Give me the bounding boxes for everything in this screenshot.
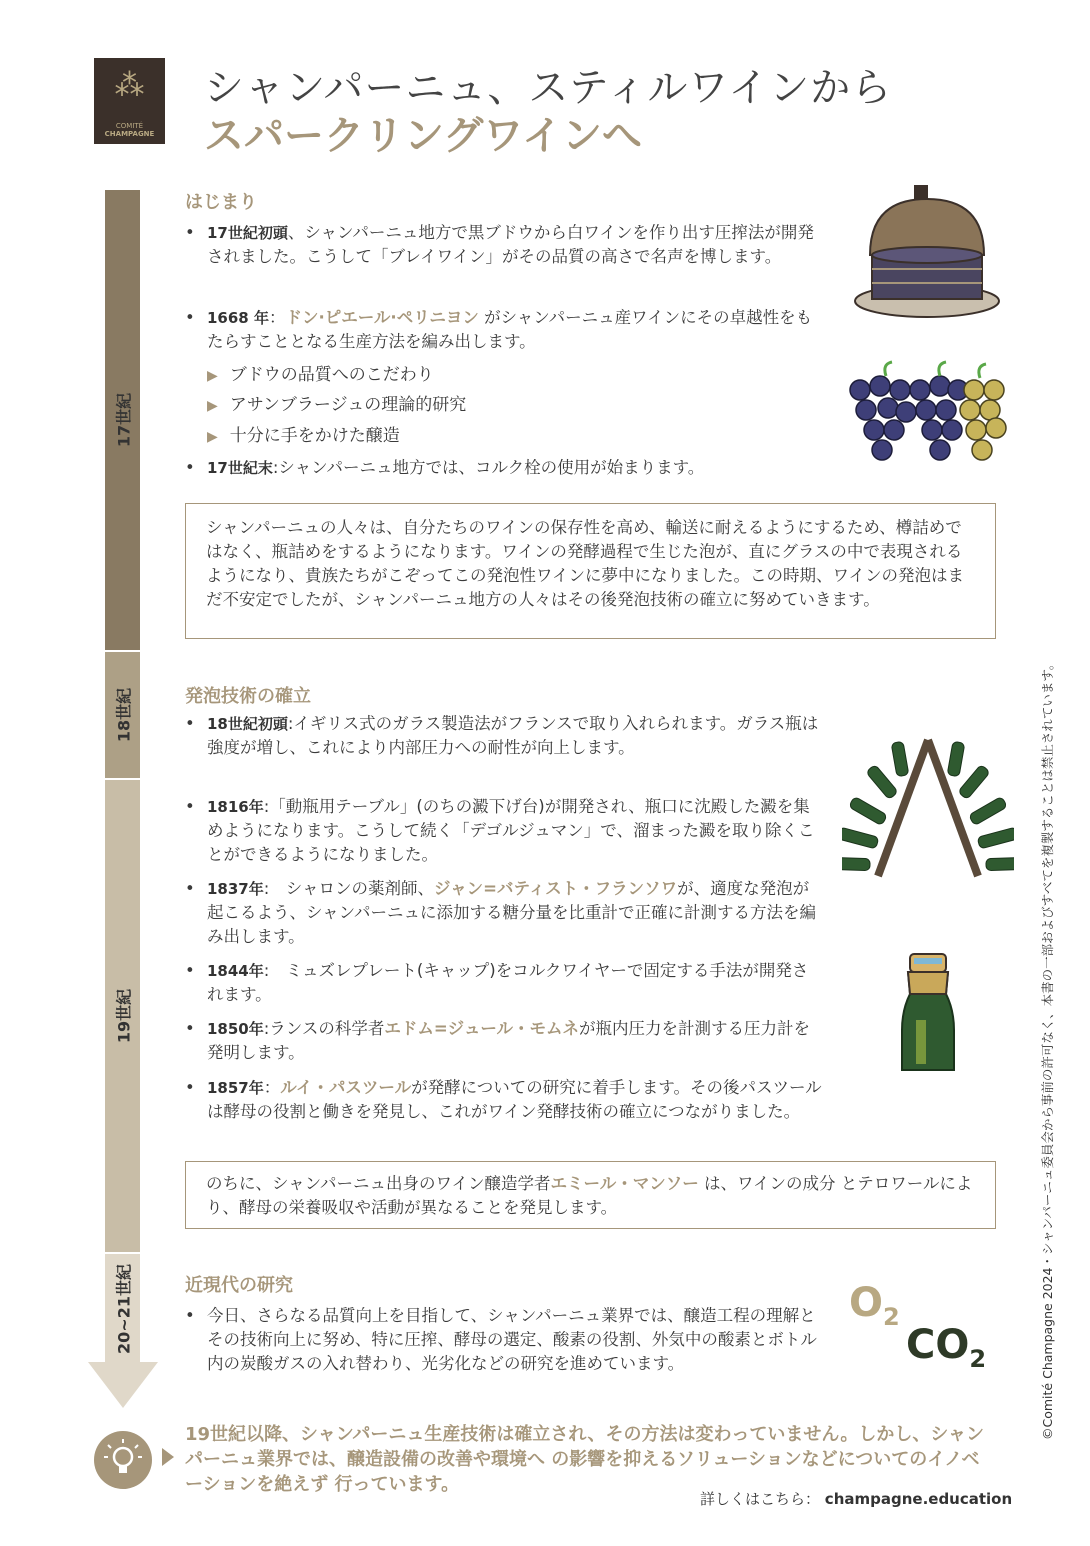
list-item: • 17世紀初頭、シャンパーニュ地方で黒ブドウから白ワインを作り出す圧搾法が開発されました。こうして「ブレイワイン」がその品質の高さで名声を博します。 <box>207 221 822 269</box>
list-item: • 1850年:ランスの科学者エドム=ジュール・モムネが瓶内圧力を計測する圧力計を発明します。 <box>207 1017 822 1065</box>
arrow-right-icon <box>162 1448 174 1466</box>
info-box-manceau: のちに、シャンパーニュ出身のワイン醸造学者エミール・マンソー は、ワインの成分 とテロワールにより、酵母の栄養吸収や活動が異なることを発見します。 <box>185 1161 996 1229</box>
triangle-bullet-icon: ▶ <box>207 429 218 445</box>
list-item: • 1668 年：ドン·ピエール·ペリニヨン がシャンパーニュ産ワインにその卓越性をもたらすこととなる生産方法を編み出します。 <box>207 306 822 354</box>
more-info-link[interactable]: 詳しくはこちら： champagne.education <box>700 1490 1013 1508</box>
timeline-arrow-icon <box>88 1362 158 1408</box>
copyright-notice: ©Comité Champagne 2024・シャンパーニュ委員会から事前の許可なく、本書の一部およびすべてを複製することは禁止されています。 <box>1040 657 1055 1440</box>
page-title-line1: シャンパーニュ、スティルワインから <box>204 65 893 111</box>
section-heading-beginnings: はじまり <box>185 192 257 213</box>
timeline-label-19th: 19世紀 <box>114 988 133 1044</box>
co2-symbol: $CO_2$ <box>906 1322 987 1373</box>
sub-item: ▶ 十分に手をかけた醸造 <box>207 426 400 446</box>
champagne-bottle-icon <box>896 950 960 1074</box>
list-item: • 1837年: シャロンの薬剤師、ジャン=バティスト・フランソワが、適度な発泡が起こるよう、シャンパーニュに添加する糖分量を比重計で正確に計測する方法を編み出します。 <box>207 877 822 949</box>
section-heading-sparkling-tech: 発泡技術の確立 <box>185 686 311 707</box>
timeline-label-17th: 17世紀 <box>114 392 133 448</box>
comite-champagne-logo <box>94 58 165 144</box>
list-item: • 18世紀初頭:イギリス式のガラス製造法がフランスで取り入れられます。ガラス瓶は強度が増し、これにより内部圧力への耐性が向上します。 <box>207 712 822 760</box>
timeline-label-18th: 18世紀 <box>114 687 133 743</box>
triangle-bullet-icon: ▶ <box>207 398 218 414</box>
section-heading-modern-research: 近現代の研究 <box>185 1275 293 1296</box>
footer-summary: 19世紀以降、シャンパーニュ生産技術は確立され、その方法は変わっていません。しかし、シャンパーニュ業界では、醸造設備の改善や環境へ の影響を抑えるソリューションなどについてのイノベーションを絶えず 行っています。 <box>185 1424 985 1495</box>
page-title-line2: スパークリングワインへ <box>204 113 642 159</box>
logo-line2: CHAMPAGNE <box>104 130 155 138</box>
triangle-bullet-icon: ▶ <box>207 368 218 384</box>
list-item: • 1816年:「動瓶用テーブル」(のちの澱下げ台)が開発され、瓶口に沈殿した澱を集めようになります。こうして続く「デゴルジュマン」で、溜まった澱を取り除くことができるようになりました。 <box>207 795 822 867</box>
riddling-rack-icon <box>842 730 1014 878</box>
sub-item: ▶ アサンブラージュの理論的研究 <box>207 395 467 415</box>
lightbulb-icon <box>94 1431 152 1489</box>
list-item: • 1844年: ミュズレプレート(キャップ)をコルクワイヤーで固定する手法が開発されます。 <box>207 959 822 1007</box>
list-item: • 今日、さらなる品質向上を目指して、シャンパーニュ業界では、醸造工程の理解とその技術向上に努め、特に圧搾、酵母の選定、酸素の役割、外気中の酸素とボトル内の炭酸ガスの入れ替わり、光劣化などの研究を進めています。 <box>207 1304 822 1376</box>
bubbles-icon: ⁂ <box>114 68 145 103</box>
logo-line1: COMITÉ <box>115 122 144 130</box>
list-item: • 1857年：ルイ・パスツールが発酵についての研究に着手します。その後パスツールは酵母の役割と働きを発見し、これがワイン発酵技術の確立につながりました。 <box>207 1076 822 1124</box>
info-box-bottling: シャンパーニュの人々は、自分たちのワインの保存性を高め、輸送に耐えるようにするため、樽詰めではなく、瓶詰めをするようになります。ワインの発酵過程で生じた泡が、直にグラスの中で表現されるようになり、貴族たちがこぞってこの発泡性ワインに夢中になりました。この時期、ワインの発泡はまだ不安定でしたが、シャンパーニュ地方の人々はその後発泡技術の確立に努めていきます。 <box>185 503 996 639</box>
sub-item: ▶ ブドウの品質へのこだわり <box>207 365 434 385</box>
wine-press-icon <box>852 185 1002 325</box>
timeline-label-20th: 20~21世紀 <box>114 1264 133 1354</box>
oxygen-symbol: $O_2$ <box>849 1280 900 1331</box>
list-item: • 17世紀末:シャンパーニュ地方では、コルク栓の使用が始まります。 <box>207 456 822 480</box>
grapes-icon <box>846 360 1010 472</box>
